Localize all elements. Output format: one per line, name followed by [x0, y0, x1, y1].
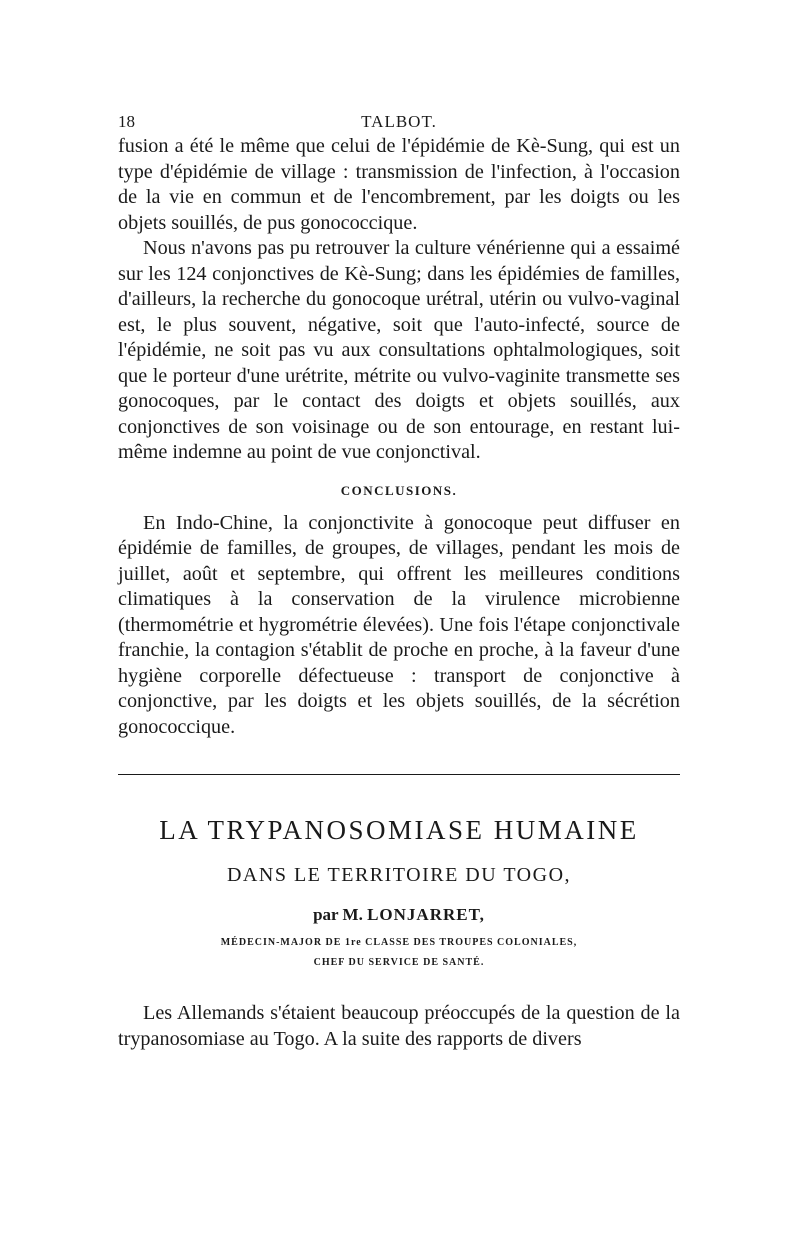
- paragraph-continued: fusion a été le même que celui de l'épidémie de Kè-Sung, qui est un type d'épidémie de village : transmission de l'infection, à l'occasion de la vie en commun et de l'encombrement, par les doigts ou les objets souillés, de pus gonococcique.: [118, 135, 680, 234]
- affiliation-line: CHEF DU SERVICE DE SANTÉ.: [313, 957, 485, 968]
- page-header: [118, 104, 680, 134]
- previous-article-text: [118, 134, 680, 740]
- article-subtitle: DANS LE TERRITOIRE DU TOGO,: [226, 864, 572, 886]
- conclusions-heading: CONCLUSIONS.: [340, 482, 458, 498]
- author-affiliation: [118, 933, 680, 973]
- affiliation-line: MÉDECIN-MAJOR DE 1re CLASSE DES TROUPES COLONIALES,: [220, 937, 578, 948]
- author-name: LONJARRET,: [367, 905, 485, 924]
- article-text: [118, 1001, 680, 1052]
- byline: [118, 905, 680, 925]
- byline-prefix: par M.: [313, 905, 363, 924]
- book-page: [118, 104, 680, 1052]
- conclusions-paragraph: En Indo-Chine, la conjonctivite à gonocoque peut diffuser en épidémie de familles, de groupes, de villages, pendant les mois de juillet, août et septembre, qui offrent les meilleures conditions climatiques à la conservation de la virulence microbienne (thermométrie et hygrométrie élevées). Une fois l'étape conjonctivale franchie, la contagion s'établit de proche en proche, à la faveur d'une hygiène corporelle défectueuse : transport de conjonctive à conjonctive, par les doigts et les objets souillés, de la sécrétion gonococcique.: [118, 511, 680, 738]
- running-head: TALBOT.: [361, 112, 437, 131]
- article-title: LA TRYPANOSOMIASE HUMAINE: [159, 815, 639, 845]
- lead-paragraph: Les Allemands s'étaient beaucoup préoccupés de la question de la trypanosomiase au Togo. A la suite des rapports de divers: [118, 1002, 680, 1050]
- section-divider: [118, 774, 680, 775]
- page-number: 18: [118, 112, 135, 131]
- paragraph: Nous n'avons pas pu retrouver la culture vénérienne qui a essaimé sur les 124 conjonctives de Kè-Sung; dans les épidémies de familles, d'ailleurs, la recherche du gonocoque urétral, utérin ou vulvo-vaginal est, le plus souvent, négative, soit que l'auto-infecté, source de l'épidémie, ne soit pas vu aux consultations ophtalmologiques, soit que le porteur d'une urétrite, métrite ou vulvo-vaginite transmette ses gonocoques, par le contact des doigts et objets souillés, aux conjonctives de son voisinage ou de son entourage, en restant lui-même indemne au point de vue conjonctival.: [118, 237, 680, 463]
